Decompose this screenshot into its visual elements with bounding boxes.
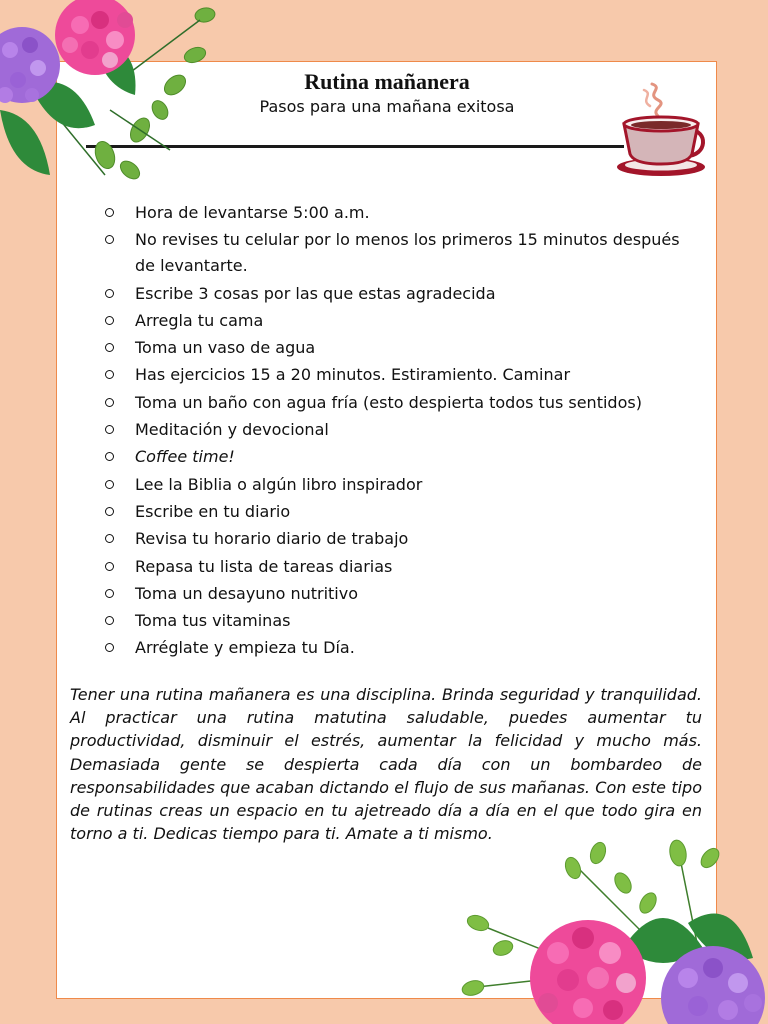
circle-bullet-icon	[105, 452, 114, 461]
list-item: Arregla tu cama	[100, 308, 700, 334]
list-item: Toma tus vitaminas	[100, 608, 700, 634]
circle-bullet-icon	[105, 534, 114, 543]
hydrangea-flowers-icon	[0, 0, 230, 195]
list-item: Hora de levantarse 5:00 a.m.	[100, 200, 700, 226]
circle-bullet-icon	[105, 370, 114, 379]
list-item: Coffee time!	[100, 444, 700, 470]
list-item: Escribe en tu diario	[100, 499, 700, 525]
circle-bullet-icon	[105, 480, 114, 489]
circle-bullet-icon	[105, 562, 114, 571]
list-item: Toma un desayuno nutritivo	[100, 581, 700, 607]
hydrangea-flowers-icon	[448, 828, 768, 1024]
list-item: Toma un vaso de agua	[100, 335, 700, 361]
circle-bullet-icon	[105, 316, 114, 325]
list-item: Toma un baño con agua fría (esto despierta todos tus sentidos)	[100, 390, 700, 416]
circle-bullet-icon	[105, 208, 114, 217]
list-item: No revises tu celular por lo menos los primeros 15 minutos después de levantarte.	[100, 227, 700, 279]
circle-bullet-icon	[105, 616, 114, 625]
page-title: Rutina mañanera	[304, 69, 470, 94]
circle-bullet-icon	[105, 235, 114, 244]
list-item: Meditación y devocional	[100, 417, 700, 443]
list-item: Has ejercicios 15 a 20 minutos. Estiramiento. Caminar	[100, 362, 700, 388]
page-subtitle: Pasos para una mañana exitosa	[259, 97, 515, 116]
list-item: Revisa tu horario diario de trabajo	[100, 526, 700, 552]
circle-bullet-icon	[105, 643, 114, 652]
circle-bullet-icon	[105, 289, 114, 298]
circle-bullet-icon	[105, 507, 114, 516]
coffee-cup-icon	[612, 78, 708, 180]
list-item: Escribe 3 cosas por las que estas agradecida	[100, 281, 700, 307]
list-item: Lee la Biblia o algún libro inspirador	[100, 472, 700, 498]
circle-bullet-icon	[105, 398, 114, 407]
closing-paragraph: Tener una rutina mañanera es una disciplina. Brinda seguridad y tranquilidad. Al practicar una rutina matutina saludable, puedes aumentar tu productividad, disminuir el estrés, aumentar la felicidad y mucho más. Demasiada gente se despierta cada día con un bombardeo de responsabilidades que acaban dictando el flujo de sus mañanas. Con este tipo de rutinas creas un espacio en tu ajetreado día a día en el que todo gira en torno a ti. Dedicas tiempo para ti. Amate a ti mismo.	[70, 685, 702, 844]
circle-bullet-icon	[105, 589, 114, 598]
circle-bullet-icon	[105, 343, 114, 352]
circle-bullet-icon	[105, 425, 114, 434]
list-item: Repasa tu lista de tareas diarias	[100, 554, 700, 580]
list-item: Arréglate y empieza tu Día.	[100, 635, 700, 661]
routine-steps-list	[100, 200, 700, 663]
